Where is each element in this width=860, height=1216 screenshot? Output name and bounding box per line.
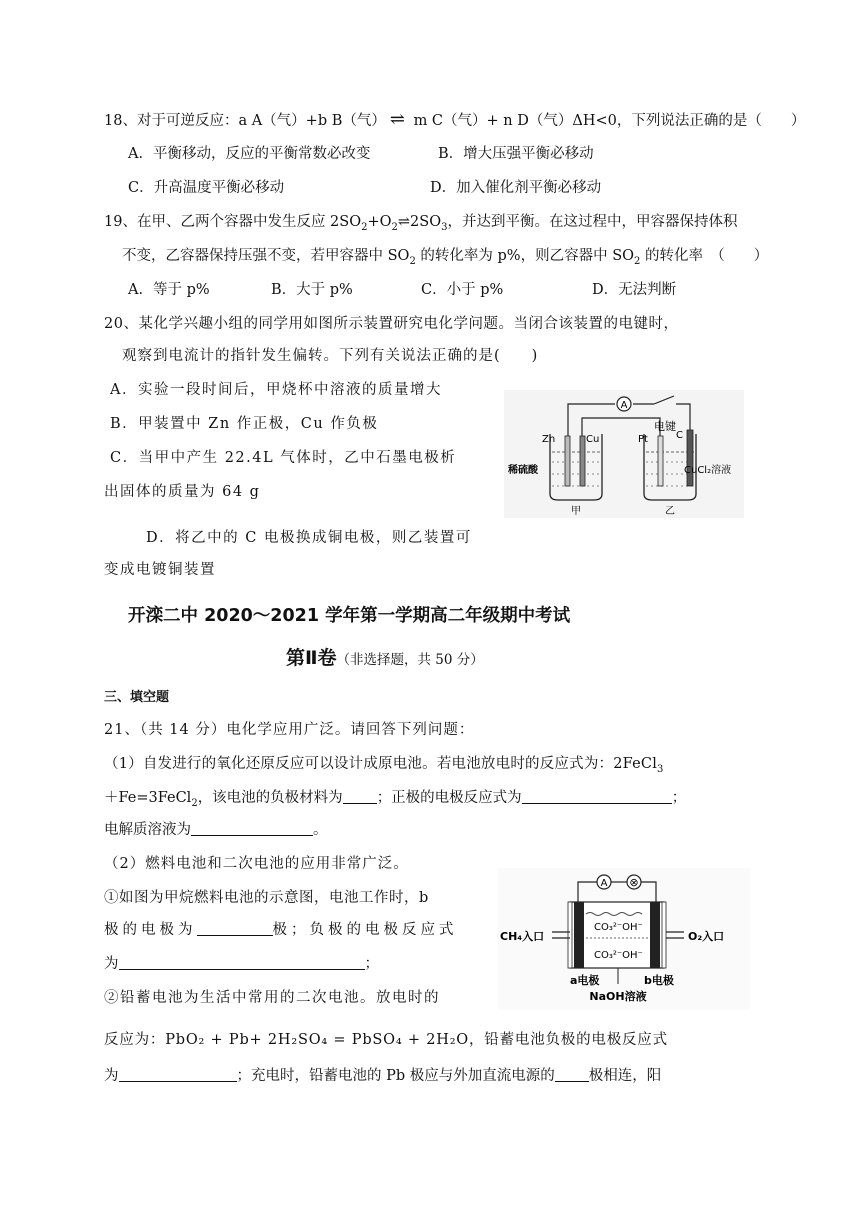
svg-text:乙: 乙 bbox=[665, 506, 675, 517]
q21-part2-2-line1: ②铅蓄电池为生活中常用的二次电池。放电时的 bbox=[104, 990, 440, 1006]
q19-option-c: C．小于 p% bbox=[421, 282, 504, 298]
svg-text:A: A bbox=[600, 878, 608, 889]
svg-text:⊗: ⊗ bbox=[629, 876, 639, 889]
svg-text:电键: 电键 bbox=[654, 420, 676, 433]
answer-blank[interactable] bbox=[119, 955, 365, 970]
svg-text:a电极: a电极 bbox=[570, 974, 600, 987]
svg-text:A: A bbox=[620, 400, 628, 411]
q20-option-c-line1: C．当甲中产生 22.4L 气体时，乙中石墨电极析 bbox=[110, 450, 457, 466]
q21-part2-1-line2: 极的电极为 极；负极的电极反应式 bbox=[104, 922, 458, 938]
svg-text:稀硫酸: 稀硫酸 bbox=[508, 465, 538, 476]
q18-stem: 18、对于可逆反应：a A（气）+b B（气） ⇌ m C（气）+ n D（气）ΔH<0，下列说法正确的是（ ） bbox=[104, 109, 806, 130]
svg-text:C: C bbox=[676, 430, 683, 441]
svg-text:CO₃²⁻OH⁻: CO₃²⁻OH⁻ bbox=[594, 950, 643, 961]
svg-text:Pt: Pt bbox=[638, 434, 648, 445]
svg-text:b电极: b电极 bbox=[644, 974, 674, 987]
part2-note: （非选择题，共 50 分） bbox=[336, 652, 484, 668]
answer-blank[interactable] bbox=[522, 789, 672, 804]
svg-text:Zn: Zn bbox=[542, 434, 556, 445]
q19-option-d: D．无法判断 bbox=[592, 282, 677, 298]
part2-heading bbox=[286, 646, 484, 672]
q19-line1: 19、在甲、乙两个容器中发生反应 $2SO_2+O_2\rightleftharpoons 2SO_3$，并达到平衡。在这过程中，甲容器保持体积 bbox=[104, 214, 738, 233]
electrochem-apparatus-figure bbox=[504, 390, 744, 518]
svg-text:O₂入口: O₂入口 bbox=[688, 930, 725, 943]
answer-blank[interactable] bbox=[197, 921, 273, 936]
q21-part2-1-line3: 为 ； bbox=[104, 956, 379, 972]
answer-blank[interactable] bbox=[555, 1067, 589, 1082]
q18-option-c: C．升高温度平衡必移动 bbox=[128, 180, 285, 196]
q21-head: 21、（共 14 分）电化学应用广泛。请回答下列问题： bbox=[104, 722, 475, 738]
section-heading: 三、填空题 bbox=[104, 690, 170, 705]
q18-option-a: A．平衡移动，反应的平衡常数必改变 bbox=[128, 146, 371, 162]
fuel-cell-drawing bbox=[498, 868, 750, 1010]
equilibrium-arrow: ⇌ bbox=[389, 109, 405, 130]
apparatus-drawing bbox=[504, 390, 744, 518]
q20-option-d-line1: D．将乙中的 C 电极换成铜电极，则乙装置可 bbox=[146, 530, 472, 546]
q19-line2: 不变，乙容器保持压强不变，若甲容器中 $SO_2$ 的转化率为 p%，则乙容器中 $SO_2$ 的转化率 （ ） bbox=[122, 248, 769, 267]
answer-blank[interactable] bbox=[119, 1067, 237, 1082]
q20-option-a: A．实验一段时间后，甲烧杯中溶液的质量增大 bbox=[110, 382, 442, 398]
q20-option-b: B．甲装置中 Zn 作正极，Cu 作负极 bbox=[110, 416, 379, 432]
svg-text:Cu: Cu bbox=[586, 434, 600, 445]
q20-line2: 观察到电流计的指针发生偏转。下列有关说法正确的是( ) bbox=[122, 348, 539, 364]
fuel-cell-figure bbox=[498, 868, 750, 1010]
q21-part2-head: （2）燃料电池和二次电池的应用非常广泛。 bbox=[104, 856, 409, 872]
q21-part1-line2: ＋Fe=3FeCl$_2$，该电池的负极材料为 ；正极的电极反应式为 ； bbox=[104, 790, 687, 809]
svg-text:甲: 甲 bbox=[571, 506, 581, 517]
svg-text:CuCl₂溶液: CuCl₂溶液 bbox=[684, 465, 732, 476]
part2-title: 第Ⅱ卷 bbox=[286, 647, 337, 669]
q20-line1: 20、某化学兴趣小组的同学用如图所示装置研究电化学问题。当闭合该装置的电键时， bbox=[104, 316, 679, 332]
q21-part1-line1: （1）自发进行的氧化还原反应可以设计成原电池。若电池放电时的反应式为：2FeCl$_3$ bbox=[104, 756, 664, 775]
svg-text:CH₄入口: CH₄入口 bbox=[500, 930, 545, 943]
q18-option-b: B．增大压强平衡必移动 bbox=[438, 146, 594, 162]
q21-part2-2-line2: 反应为：PbO₂ + Pb+ 2H₂SO₄ = PbSO₄ + 2H₂O，铅蓄电池负极的电极反应式 bbox=[104, 1032, 668, 1048]
q21-part2-1-line1: ①如图为甲烷燃料电池的示意图，电池工作时，b bbox=[104, 890, 429, 906]
q19-option-b: B．大于 p% bbox=[271, 282, 353, 298]
q18-option-d: D．加入催化剂平衡必移动 bbox=[430, 180, 602, 196]
q21-part1-line3: 电解质溶液为 。 bbox=[104, 822, 328, 838]
q21-part2-2-line3: 为 ；充电时，铅蓄电池的 Pb 极应与外加直流电源的 极相连，阳 bbox=[104, 1068, 662, 1084]
q19-option-a: A．等于 p% bbox=[128, 282, 210, 298]
answer-blank[interactable] bbox=[343, 789, 377, 804]
answer-blank[interactable] bbox=[191, 821, 313, 836]
svg-text:CO₃²⁻OH⁻: CO₃²⁻OH⁻ bbox=[594, 922, 643, 933]
q20-option-d-line2: 变成电镀铜装置 bbox=[104, 562, 216, 578]
q20-option-c-line2: 出固体的质量为 64 g bbox=[104, 484, 261, 500]
svg-text:NaOH溶液: NaOH溶液 bbox=[589, 990, 647, 1003]
exam-title: 开滦二中 2020～2021 学年第一学期高二年级期中考试 bbox=[128, 606, 571, 626]
